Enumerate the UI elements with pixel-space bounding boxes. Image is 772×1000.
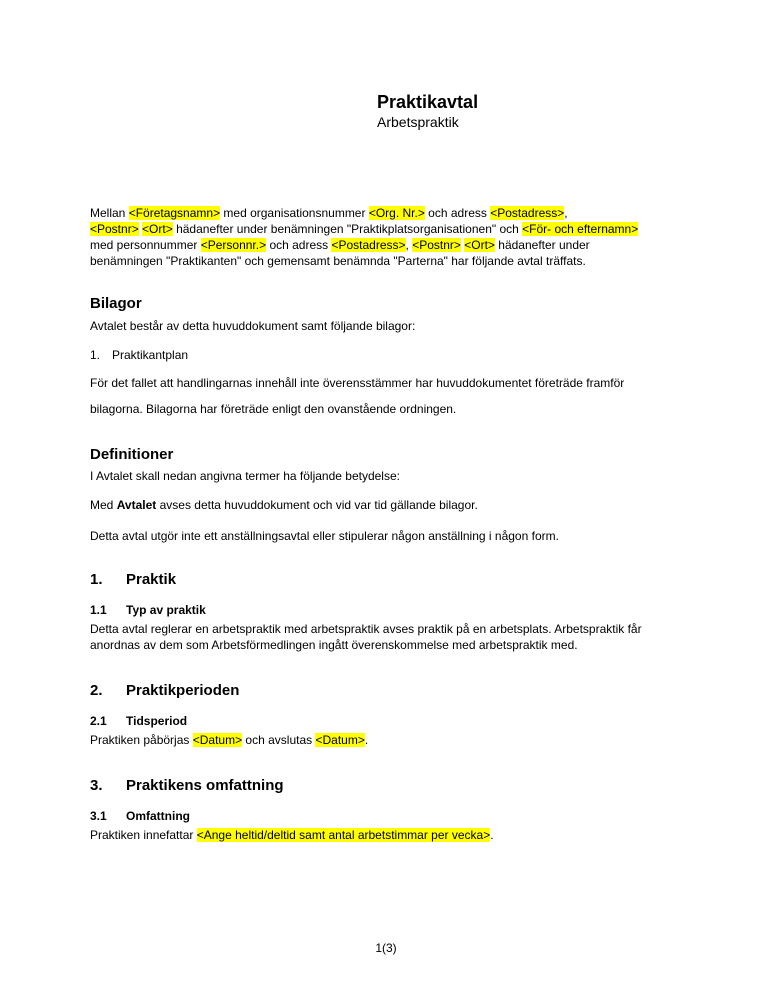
heading-definitioner: Definitioner <box>90 446 174 463</box>
section-text: . <box>364 733 369 747</box>
section-text: Praktiken innefattar <box>90 828 197 842</box>
intro-text: , <box>405 238 413 252</box>
definitioner-note: Detta avtal utgör inte ett anställningsavtal eller stipulerar någon anställning i någon form. <box>90 529 559 543</box>
section-text: . <box>490 828 494 842</box>
section-title: Praktikperioden <box>126 682 240 699</box>
section-1-heading <box>90 571 690 588</box>
section-2-heading <box>90 682 690 699</box>
placeholder-postnr: <Postnr> <box>412 238 461 252</box>
section-number: 2. <box>90 682 103 699</box>
placeholder-postnr: <Postnr> <box>90 222 139 236</box>
placeholder-end-date: <Datum> <box>315 733 365 747</box>
intro-text: hädanefter under benämningen "Praktikplatsorganisationen" och <box>172 222 523 236</box>
intro-text: och adress <box>424 206 491 220</box>
heading-bilagor: Bilagor <box>90 295 142 312</box>
placeholder-ort: <Ort> <box>142 222 173 236</box>
subsection-title: Typ av praktik <box>126 603 206 617</box>
intro-text: och adress <box>266 238 332 252</box>
subsection-title: Tidsperiod <box>126 714 188 728</box>
placeholder-personnr: <Personnr.> <box>200 238 267 252</box>
placeholder-ort: <Ort> <box>464 238 495 252</box>
section-3-1-heading <box>90 809 690 823</box>
placeholder-address: <Postadress> <box>331 238 406 252</box>
definitioner-text: I Avtalet skall nedan angivna termer ha följande betydelse: <box>90 469 400 483</box>
section-1-1-heading <box>90 603 690 617</box>
document-subtitle: Arbetspraktik <box>377 114 459 130</box>
section-title: Praktikens omfattning <box>126 777 284 794</box>
section-1-1-line-1: Detta avtal reglerar en arbetspraktik med arbetspraktik avses praktik på en arbetsplats. Arbetspraktik får <box>90 622 642 636</box>
list-label: Praktikantplan <box>112 348 189 362</box>
placeholder-start-date: <Datum> <box>192 733 243 747</box>
intro-line-1 <box>90 205 690 221</box>
section-title: Praktik <box>126 571 177 588</box>
subsection-number: 2.1 <box>90 714 107 728</box>
placeholder-company: <Företagsnamn> <box>128 206 221 220</box>
section-text: Praktiken påbörjas <box>90 733 193 747</box>
bilagor-text: Avtalet består av detta huvuddokument samt följande bilagor: <box>90 319 416 333</box>
section-number: 3. <box>90 777 103 794</box>
placeholder-name: <För- och efternamn> <box>522 222 639 236</box>
intro-text: Mellan <box>90 206 129 220</box>
definition-text: avses detta huvuddokument och vid var tid gällande bilagor. <box>156 498 478 512</box>
bilagor-order-line-1: För det fallet att handlingarnas innehåll inte överensstämmer har huvuddokumentet företräde framför <box>90 376 625 390</box>
intro-text: med organisationsnummer <box>220 206 369 220</box>
intro-line-2 <box>90 221 690 237</box>
page-number: 1(3) <box>375 941 397 955</box>
intro-text: med personnummer <box>90 238 201 252</box>
bilagor-list-item <box>90 347 690 363</box>
definition-term: Avtalet <box>116 498 157 512</box>
list-number: 1. <box>90 348 101 362</box>
intro-paragraph <box>90 205 690 269</box>
placeholder-org-nr: <Org. Nr.> <box>368 206 425 220</box>
intro-line-3 <box>90 237 690 253</box>
intro-text: hädanefter under <box>494 238 590 252</box>
title-block <box>377 91 478 131</box>
subsection-number: 1.1 <box>90 603 107 617</box>
definition-text: Med <box>90 498 117 512</box>
subsection-title: Omfattning <box>126 809 190 823</box>
section-1-1-line-2: anordnas av dem som Arbetsförmedlingen ingått överenskommelse med arbetspraktik med. <box>90 638 578 652</box>
section-2-1-heading <box>90 714 690 728</box>
section-number: 1. <box>90 571 103 588</box>
intro-text: , <box>564 206 568 220</box>
document-title: Praktikavtal <box>377 92 479 112</box>
section-3-1-text <box>90 827 690 843</box>
placeholder-hours: <Ange heltid/deltid samt antal arbetstimmar per vecka> <box>196 828 491 842</box>
section-text: och avslutas <box>242 733 316 747</box>
section-2-1-text <box>90 732 690 748</box>
intro-line-4: benämningen "Praktikanten" och gemensamt benämnda "Parterna" har följande avtal träffats. <box>90 254 586 268</box>
bilagor-order-line-2: bilagorna. Bilagorna har företräde enligt den ovanstående ordningen. <box>90 402 457 416</box>
section-3-heading <box>90 777 690 794</box>
subsection-number: 3.1 <box>90 809 107 823</box>
placeholder-address: <Postadress> <box>490 206 565 220</box>
definition-avtalet <box>90 497 690 513</box>
